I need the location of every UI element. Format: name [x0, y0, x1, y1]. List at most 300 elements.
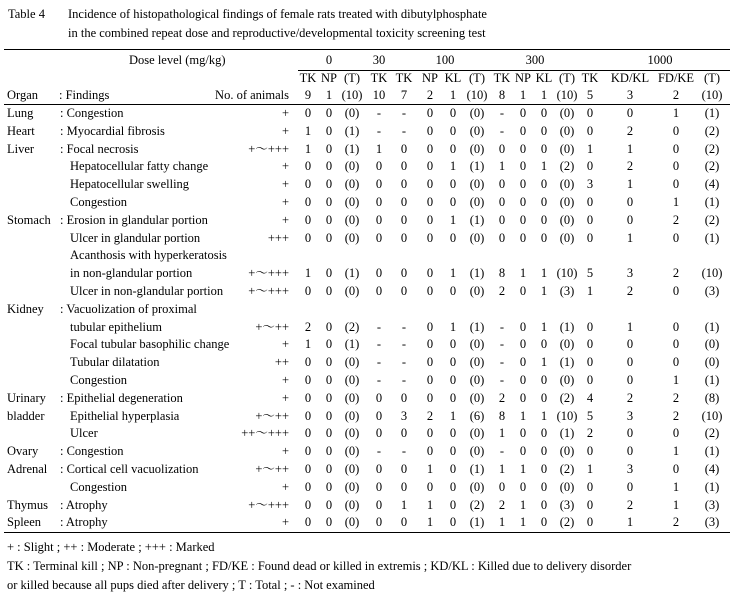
- severity-grade: +: [281, 337, 289, 351]
- incidence-value: 1: [426, 462, 434, 476]
- incidence-value: 2: [626, 284, 634, 298]
- severity-grade: ++: [274, 355, 289, 369]
- incidence-value: 2: [304, 320, 312, 334]
- incidence-value: 0: [304, 409, 312, 423]
- incidence-value: 0: [375, 159, 383, 173]
- incidence-value: 0: [519, 195, 527, 209]
- incidence-value: (2): [559, 462, 575, 476]
- incidence-value: -: [401, 320, 407, 334]
- organ-name: Spleen: [7, 515, 42, 529]
- incidence-value: (4): [704, 177, 720, 191]
- severity-grade: ++〜+++: [241, 426, 289, 440]
- animal-count: 2: [426, 88, 434, 102]
- organ-name: bladder: [7, 409, 45, 423]
- incidence-value: 1: [375, 142, 383, 156]
- group-subheader: (T): [344, 71, 360, 85]
- incidence-value: -: [401, 106, 407, 120]
- incidence-value: (0): [469, 355, 485, 369]
- incidence-value: 0: [400, 213, 408, 227]
- incidence-value: 0: [400, 266, 408, 280]
- incidence-value: 1: [626, 142, 634, 156]
- incidence-value: 1: [498, 515, 506, 529]
- severity-grade: +〜+++: [248, 266, 289, 280]
- incidence-value: 0: [498, 480, 506, 494]
- incidence-value: 2: [498, 498, 506, 512]
- severity-grade: +: [281, 106, 289, 120]
- incidence-value: 0: [325, 373, 333, 387]
- incidence-value: 0: [449, 426, 457, 440]
- incidence-value: 0: [626, 480, 634, 494]
- incidence-value: 0: [426, 444, 434, 458]
- incidence-value: 0: [540, 142, 548, 156]
- incidence-value: 0: [540, 391, 548, 405]
- incidence-value: 0: [304, 480, 312, 494]
- incidence-value: 0: [304, 498, 312, 512]
- incidence-value: 0: [375, 515, 383, 529]
- incidence-value: 0: [672, 284, 680, 298]
- incidence-value: 0: [449, 284, 457, 298]
- incidence-value: (1): [469, 320, 485, 334]
- footnote-abbrev-2: or killed because all pups died after delivery ; T : Total ; - : Not examined: [7, 578, 375, 592]
- incidence-value: 0: [449, 195, 457, 209]
- incidence-value: 0: [325, 444, 333, 458]
- incidence-value: 0: [375, 480, 383, 494]
- group-subheader: TK: [581, 71, 599, 85]
- incidence-value: 0: [375, 266, 383, 280]
- finding-name: : Vacuolization of proximal: [60, 302, 197, 316]
- finding-name: Congestion: [70, 195, 127, 209]
- incidence-value: 0: [540, 231, 548, 245]
- severity-grade: +++: [267, 231, 289, 245]
- incidence-value: 2: [626, 498, 634, 512]
- incidence-value: (0): [559, 177, 575, 191]
- incidence-value: 1: [449, 266, 457, 280]
- incidence-value: (1): [469, 213, 485, 227]
- incidence-value: (2): [704, 124, 720, 138]
- incidence-value: 1: [519, 266, 527, 280]
- incidence-value: 0: [375, 284, 383, 298]
- severity-grade: +: [281, 159, 289, 173]
- incidence-value: 1: [304, 124, 312, 138]
- organ-name: Thymus: [7, 498, 48, 512]
- bottom-rule: [4, 532, 730, 533]
- footnote-grades: + : Slight ; ++ : Moderate ; +++ : Marked: [7, 540, 215, 554]
- incidence-value: 1: [519, 409, 527, 423]
- animal-count: (10): [341, 88, 363, 102]
- incidence-value: 0: [449, 391, 457, 405]
- incidence-value: 0: [325, 142, 333, 156]
- incidence-value: (0): [344, 284, 360, 298]
- incidence-value: 1: [672, 106, 680, 120]
- incidence-value: -: [499, 337, 505, 351]
- incidence-value: 0: [325, 177, 333, 191]
- incidence-value: 8: [498, 409, 506, 423]
- incidence-value: 2: [672, 266, 680, 280]
- incidence-value: 0: [672, 177, 680, 191]
- incidence-value: 2: [426, 409, 434, 423]
- incidence-value: 2: [672, 515, 680, 529]
- severity-grade: +〜+++: [248, 142, 289, 156]
- incidence-value: 1: [498, 462, 506, 476]
- severity-grade: +: [281, 195, 289, 209]
- incidence-value: 0: [304, 106, 312, 120]
- incidence-value: (1): [469, 159, 485, 173]
- incidence-value: 0: [304, 391, 312, 405]
- incidence-value: (1): [704, 231, 720, 245]
- incidence-value: 0: [304, 284, 312, 298]
- incidence-value: (0): [559, 106, 575, 120]
- incidence-value: 1: [540, 284, 548, 298]
- incidence-value: (2): [704, 426, 720, 440]
- incidence-value: (2): [704, 213, 720, 227]
- animal-count: 1: [449, 88, 457, 102]
- incidence-value: (1): [704, 320, 720, 334]
- incidence-value: 0: [304, 195, 312, 209]
- organ-name: Stomach: [7, 213, 51, 227]
- incidence-value: 0: [586, 124, 594, 138]
- incidence-value: 0: [672, 426, 680, 440]
- incidence-value: (10): [556, 409, 578, 423]
- incidence-value: 0: [586, 231, 594, 245]
- incidence-value: (8): [704, 391, 720, 405]
- incidence-value: 0: [375, 177, 383, 191]
- incidence-value: -: [499, 373, 505, 387]
- incidence-value: (1): [344, 142, 360, 156]
- incidence-value: 1: [672, 444, 680, 458]
- incidence-value: (0): [344, 231, 360, 245]
- incidence-value: (0): [559, 142, 575, 156]
- group-subheader: NP: [515, 71, 531, 85]
- group-subheader: TK: [299, 71, 317, 85]
- incidence-value: (3): [559, 498, 575, 512]
- incidence-value: 1: [586, 284, 594, 298]
- incidence-value: 0: [586, 159, 594, 173]
- incidence-value: 1: [672, 480, 680, 494]
- animal-count: (10): [556, 88, 578, 102]
- incidence-value: -: [376, 106, 382, 120]
- incidence-value: 1: [449, 159, 457, 173]
- incidence-value: 1: [540, 355, 548, 369]
- finding-name: : Cortical cell vacuolization: [60, 462, 199, 476]
- finding-name: : Congestion: [60, 444, 124, 458]
- incidence-value: 0: [426, 159, 434, 173]
- incidence-value: 0: [519, 391, 527, 405]
- group-subheader: (T): [559, 71, 575, 85]
- incidence-value: 0: [586, 480, 594, 494]
- incidence-value: 0: [540, 337, 548, 351]
- incidence-value: (0): [469, 426, 485, 440]
- incidence-value: -: [499, 355, 505, 369]
- incidence-value: 0: [426, 266, 434, 280]
- incidence-value: 0: [325, 462, 333, 476]
- incidence-value: 0: [540, 106, 548, 120]
- incidence-value: 0: [325, 284, 333, 298]
- incidence-value: 1: [540, 266, 548, 280]
- incidence-value: 1: [304, 337, 312, 351]
- header-rule: [4, 104, 730, 105]
- incidence-value: 0: [519, 124, 527, 138]
- incidence-value: 5: [586, 409, 594, 423]
- incidence-value: 0: [586, 195, 594, 209]
- group-subheader: KD/KL: [610, 71, 650, 85]
- incidence-value: 0: [304, 213, 312, 227]
- incidence-value: (0): [344, 195, 360, 209]
- incidence-value: 0: [626, 355, 634, 369]
- incidence-value: 2: [626, 391, 634, 405]
- incidence-value: -: [401, 337, 407, 351]
- organ-name: Lung: [7, 106, 34, 120]
- incidence-value: 1: [426, 498, 434, 512]
- incidence-value: 0: [519, 231, 527, 245]
- incidence-value: 0: [498, 231, 506, 245]
- incidence-value: 0: [672, 231, 680, 245]
- incidence-value: 1: [586, 142, 594, 156]
- incidence-value: 0: [449, 498, 457, 512]
- incidence-value: (0): [469, 177, 485, 191]
- incidence-value: 1: [672, 195, 680, 209]
- incidence-value: 1: [498, 426, 506, 440]
- finding-name: Ulcer: [70, 426, 98, 440]
- incidence-value: 0: [540, 373, 548, 387]
- finding-name: Focal tubular basophilic change: [70, 337, 230, 351]
- group-subheader: FD/KE: [657, 71, 695, 85]
- incidence-value: 0: [672, 159, 680, 173]
- incidence-value: 0: [672, 462, 680, 476]
- incidence-value: 0: [586, 106, 594, 120]
- incidence-value: (0): [469, 284, 485, 298]
- incidence-value: 0: [325, 159, 333, 173]
- incidence-value: 1: [626, 231, 634, 245]
- incidence-value: (10): [556, 266, 578, 280]
- incidence-value: 1: [540, 159, 548, 173]
- incidence-value: 0: [626, 213, 634, 227]
- severity-grade: +〜++: [255, 462, 289, 476]
- incidence-value: 0: [626, 106, 634, 120]
- incidence-value: 0: [498, 142, 506, 156]
- incidence-value: (2): [469, 498, 485, 512]
- animal-count: 8: [498, 88, 506, 102]
- incidence-value: (4): [704, 462, 720, 476]
- incidence-value: (1): [469, 462, 485, 476]
- incidence-value: 0: [304, 355, 312, 369]
- group-subheader: TK: [370, 71, 388, 85]
- incidence-value: (2): [559, 515, 575, 529]
- incidence-value: 0: [304, 515, 312, 529]
- severity-grade: +〜++: [255, 320, 289, 334]
- incidence-value: 0: [325, 355, 333, 369]
- findings-header: : Findings: [59, 88, 110, 102]
- severity-grade: +: [281, 515, 289, 529]
- table-label: Table 4: [8, 7, 45, 21]
- incidence-value: (1): [559, 355, 575, 369]
- incidence-value: 8: [498, 266, 506, 280]
- incidence-value: (1): [704, 480, 720, 494]
- incidence-value: 0: [540, 444, 548, 458]
- incidence-value: (0): [469, 106, 485, 120]
- finding-name: Ulcer in non-glandular portion: [70, 284, 224, 298]
- incidence-value: 4: [586, 391, 594, 405]
- incidence-value: 0: [304, 231, 312, 245]
- incidence-value: 0: [519, 337, 527, 351]
- finding-name: Hepatocellular fatty change: [70, 159, 209, 173]
- organ-name: Liver: [7, 142, 35, 156]
- incidence-value: 0: [400, 284, 408, 298]
- dose-header: 30: [372, 53, 386, 67]
- incidence-value: 1: [449, 409, 457, 423]
- incidence-value: 0: [304, 177, 312, 191]
- incidence-value: 0: [375, 409, 383, 423]
- incidence-value: 0: [519, 320, 527, 334]
- incidence-value: (0): [344, 409, 360, 423]
- animal-count: 1: [325, 88, 333, 102]
- incidence-value: 0: [375, 391, 383, 405]
- incidence-value: (1): [344, 337, 360, 351]
- incidence-value: 1: [586, 462, 594, 476]
- incidence-value: 0: [519, 480, 527, 494]
- incidence-value: (10): [701, 266, 723, 280]
- group-subheader: NP: [422, 71, 438, 85]
- incidence-value: 0: [400, 462, 408, 476]
- animal-count: (10): [701, 88, 723, 102]
- incidence-value: (2): [344, 320, 360, 334]
- incidence-value: 0: [586, 337, 594, 351]
- incidence-value: 0: [325, 266, 333, 280]
- incidence-value: 0: [626, 195, 634, 209]
- incidence-value: 0: [626, 373, 634, 387]
- incidence-value: 1: [498, 159, 506, 173]
- incidence-value: 0: [519, 444, 527, 458]
- incidence-value: (0): [469, 480, 485, 494]
- incidence-value: 0: [400, 159, 408, 173]
- incidence-value: 0: [586, 213, 594, 227]
- incidence-value: 0: [449, 142, 457, 156]
- incidence-value: 5: [586, 266, 594, 280]
- incidence-value: 0: [426, 284, 434, 298]
- incidence-value: 0: [672, 142, 680, 156]
- finding-name: : Atrophy: [60, 498, 108, 512]
- incidence-value: (0): [344, 373, 360, 387]
- incidence-value: 0: [426, 426, 434, 440]
- incidence-value: (1): [704, 195, 720, 209]
- incidence-value: (1): [469, 515, 485, 529]
- incidence-value: 0: [449, 515, 457, 529]
- incidence-value: -: [499, 124, 505, 138]
- incidence-value: 0: [426, 391, 434, 405]
- incidence-value: 0: [325, 124, 333, 138]
- incidence-value: -: [376, 444, 382, 458]
- incidence-value: 0: [519, 213, 527, 227]
- incidence-value: 1: [540, 409, 548, 423]
- incidence-value: 0: [519, 355, 527, 369]
- group-subheader: (T): [704, 71, 720, 85]
- incidence-value: 0: [400, 177, 408, 191]
- finding-name: Ulcer in glandular portion: [70, 231, 201, 245]
- finding-name: Hepatocellular swelling: [70, 177, 190, 191]
- incidence-value: 0: [426, 355, 434, 369]
- animal-count: 10: [372, 88, 386, 102]
- table-title-line1: Incidence of histopathological findings of female rats treated with dibutylphosphate: [68, 7, 487, 21]
- incidence-value: (0): [559, 231, 575, 245]
- incidence-value: 0: [325, 320, 333, 334]
- incidence-value: 2: [672, 391, 680, 405]
- organ-name: Kidney: [7, 302, 44, 316]
- incidence-value: 0: [426, 177, 434, 191]
- incidence-value: 0: [400, 142, 408, 156]
- incidence-value: 2: [498, 391, 506, 405]
- incidence-value: 0: [426, 320, 434, 334]
- incidence-value: (1): [704, 373, 720, 387]
- incidence-value: 0: [375, 498, 383, 512]
- animal-count: 7: [400, 88, 408, 102]
- organ-name: Adrenal: [7, 462, 48, 476]
- incidence-value: (0): [344, 480, 360, 494]
- incidence-value: (1): [344, 124, 360, 138]
- group-subheader: TK: [395, 71, 413, 85]
- incidence-value: -: [401, 124, 407, 138]
- finding-name: : Focal necrosis: [60, 142, 139, 156]
- incidence-value: 2: [586, 426, 594, 440]
- dose-header: 300: [525, 53, 545, 67]
- incidence-value: 1: [304, 266, 312, 280]
- incidence-value: 0: [304, 159, 312, 173]
- incidence-value: (0): [344, 426, 360, 440]
- incidence-value: 0: [304, 462, 312, 476]
- incidence-value: (0): [469, 444, 485, 458]
- animal-count: 9: [304, 88, 312, 102]
- incidence-value: -: [376, 355, 382, 369]
- incidence-value: 2: [626, 159, 634, 173]
- incidence-value: 2: [498, 284, 506, 298]
- incidence-value: 0: [325, 409, 333, 423]
- incidence-value: 0: [449, 177, 457, 191]
- incidence-value: 0: [426, 231, 434, 245]
- organ-name: Heart: [7, 124, 35, 138]
- group-subheader: KL: [444, 71, 462, 85]
- incidence-value: (1): [559, 426, 575, 440]
- severity-grade: +: [281, 480, 289, 494]
- incidence-value: (0): [469, 195, 485, 209]
- incidence-value: 0: [449, 480, 457, 494]
- incidence-value: 0: [304, 444, 312, 458]
- incidence-value: 0: [449, 231, 457, 245]
- finding-name: tubular epithelium: [70, 320, 162, 334]
- incidence-value: 1: [519, 515, 527, 529]
- incidence-value: (0): [344, 498, 360, 512]
- incidence-value: 1: [400, 498, 408, 512]
- incidence-value: 0: [449, 355, 457, 369]
- incidence-value: 0: [426, 124, 434, 138]
- incidence-value: (1): [559, 320, 575, 334]
- incidence-value: (3): [704, 498, 720, 512]
- incidence-value: 3: [400, 409, 408, 423]
- incidence-value: 1: [672, 373, 680, 387]
- incidence-value: (0): [559, 337, 575, 351]
- incidence-value: 0: [519, 426, 527, 440]
- incidence-value: 0: [375, 231, 383, 245]
- incidence-value: 0: [375, 195, 383, 209]
- incidence-value: 0: [400, 231, 408, 245]
- incidence-value: 0: [586, 515, 594, 529]
- incidence-value: 1: [426, 515, 434, 529]
- incidence-value: 0: [449, 124, 457, 138]
- incidence-value: (2): [704, 142, 720, 156]
- incidence-value: -: [376, 373, 382, 387]
- organ-name: Ovary: [7, 444, 39, 458]
- severity-grade: +: [281, 213, 289, 227]
- incidence-value: 3: [626, 409, 634, 423]
- incidence-value: (1): [704, 444, 720, 458]
- group-subheader: KL: [535, 71, 553, 85]
